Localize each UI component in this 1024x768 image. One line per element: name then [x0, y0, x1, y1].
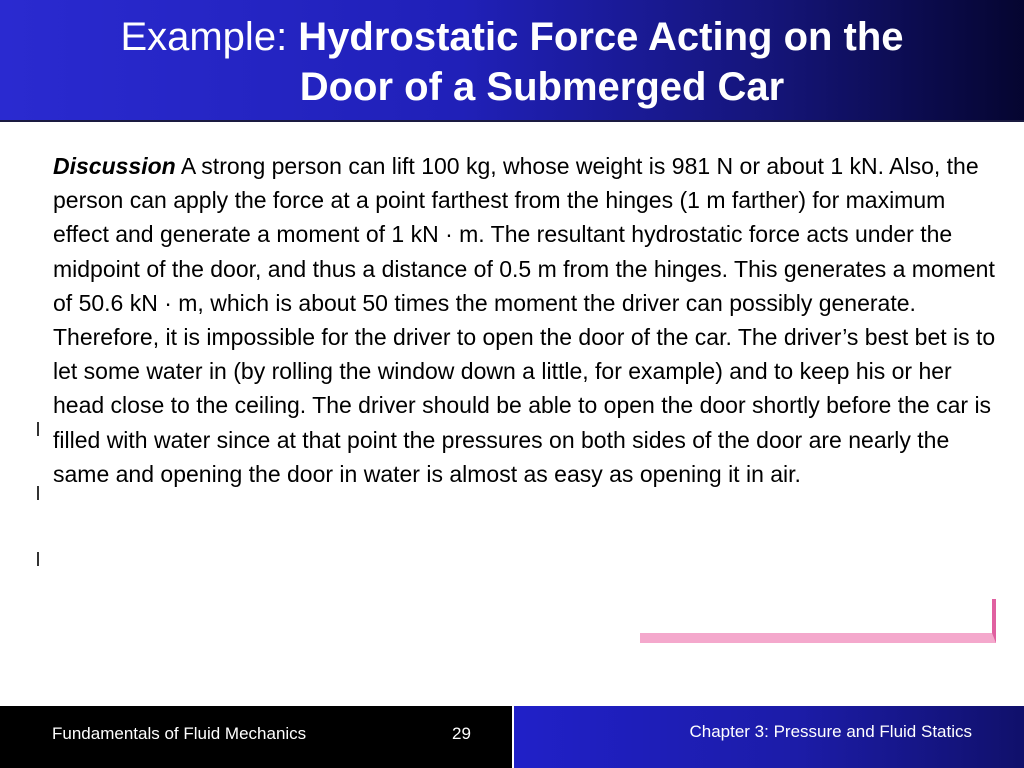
- title-bar: [0, 0, 1024, 122]
- footer-chapter-title: Chapter 3: Pressure and Fluid Statics: [689, 722, 972, 741]
- footer-page-number: 29: [452, 724, 471, 743]
- discussion-paragraph: [53, 149, 998, 599]
- discussion-text: A strong person can lift 100 kg, whose weight is 981 N or about 1 kN. Also, the person can apply the force at a point farthest from the hinges (1 m farther) for maximum effect and generate a moment of 1 kN · m. The resultant hydrostatic force acts under the midpoint of the door, and thus a distance of 0.5 m from the hinges. This generates a moment of 50.6 kN · m, which is about 50 times the moment the driver can possibly generate. Therefore, it is impossible for the driver to open the door of the car. The driver’s best bet is to let some water in (by rolling the window down a little, for example) and to keep his or her head close to the ceiling. The driver should be able to open the door shortly before the car is filled with water since at that point the pressures on both sides of the door are nearly the same and opening the door in water is almost as easy as opening it in air.: [53, 153, 996, 487]
- background-text-fragment: [37, 552, 47, 566]
- footer-chapter-panel: [512, 706, 1024, 768]
- background-text-fragment: [37, 422, 47, 436]
- background-text-fragment: [37, 486, 47, 500]
- title-lead: Example:: [120, 15, 299, 59]
- slide-title: [0, 12, 1024, 112]
- footer-course-title: Fundamentals of Fluid Mechanics: [52, 724, 307, 743]
- discussion-label: Discussion: [53, 153, 176, 179]
- title-bold-line2: Door of a Submerged Car: [299, 65, 785, 109]
- footer: [0, 706, 1024, 768]
- title-bold-line1: Hydrostatic Force Acting on the: [298, 15, 904, 59]
